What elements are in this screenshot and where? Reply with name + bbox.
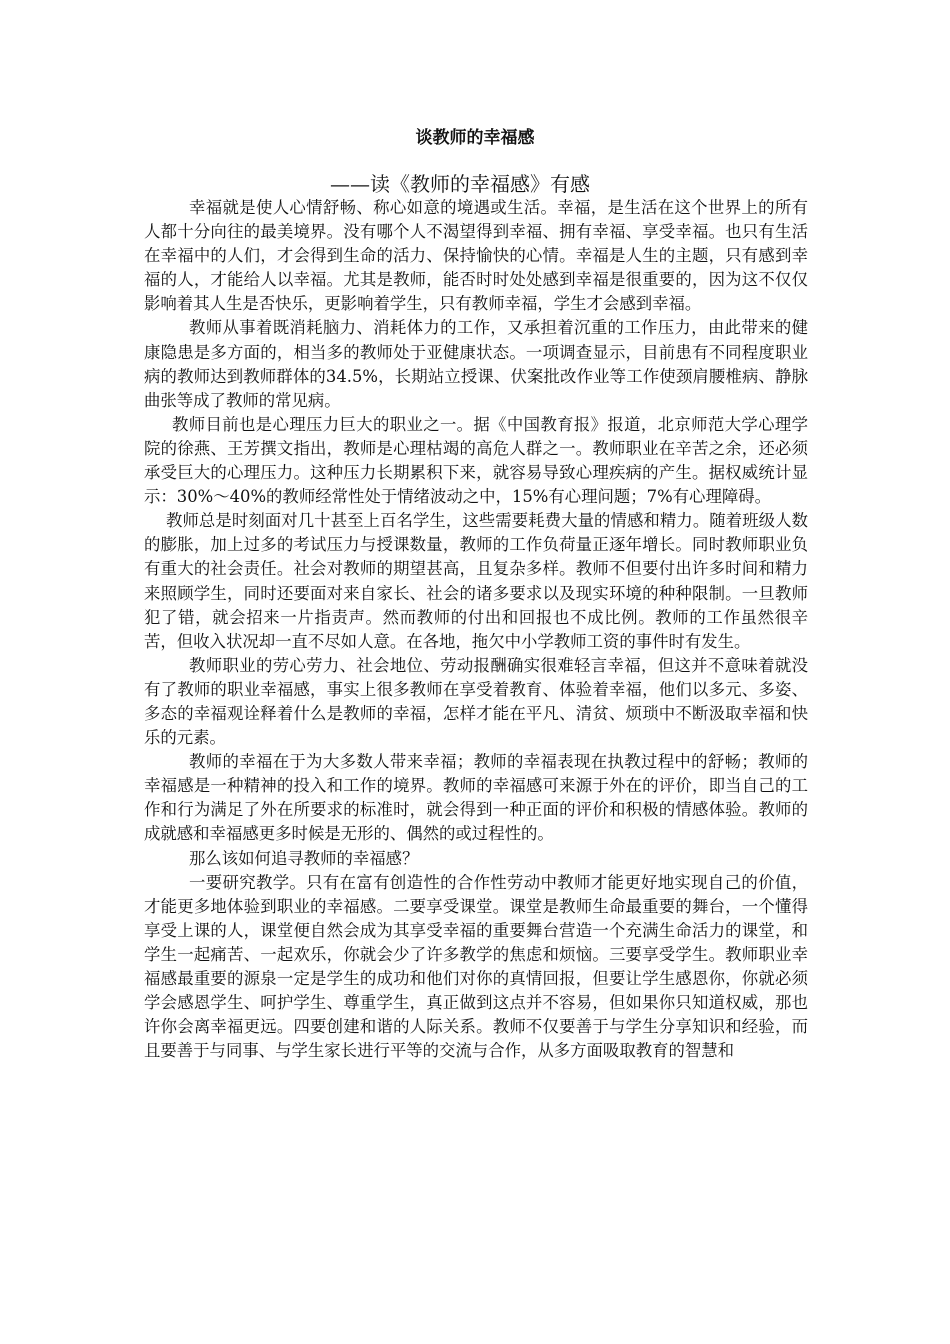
- paragraph-6: 教师的幸福在于为大多数人带来幸福；教师的幸福表现在执教过程中的舒畅；教师的幸福感是一种精神的投入和工作的境界。教师的幸福感可来源于外在的评价，即当自己的工作和行为满足了外在所要求的标准时，就会得到一种正面的评价和积极的情感体验。教师的成就感和幸福感更多时候是无形的、偶然的或过程性的。: [144, 752, 808, 844]
- paragraph-4: 教师总是时刻面对几十甚至上百名学生，这些需要耗费大量的情感和精力。随着班级人数的膨胀，加上过多的考试压力与授课数量，教师的工作负荷量正逐年增长。同时教师职业负有重大的社会责任。社会对教师的期望甚高，且复杂多样。教师不但要付出许多时间和精力来照顾学生，同时还要面对来自家长、社会的诸多要求以及现实环境的种种限制。一旦教师犯了错，就会招来一片指责声。然而教师的付出和回报也不成比例。教师的工作虽然很辛苦，但收入状况却一直不尽如人意。在各地，拖欠中小学教师工资的事件时有发生。: [144, 511, 808, 651]
- paragraph-3: 教师目前也是心理压力巨大的职业之一。据《中国教育报》报道，北京师范大学心理学院的徐燕、王芳撰文指出，教师是心理枯竭的高危人群之一。教师职业在辛苦之余，还必须承受巨大的心理压力。这种压力长期累积下来，就容易导致心理疾病的产生。据权威统计显示：30%～40%的教师经常性处于情绪波动之中，15%有心理问题；7%有心理障碍。: [144, 414, 808, 507]
- paragraph-5: 教师职业的劳心劳力、社会地位、劳动报酬确实很难轻言幸福，但这并不意味着就没有了教师的职业幸福感，事实上很多教师在享受着教育、体验着幸福，他们以多元、多姿、多态的幸福观诠释着什么是教师的幸福，怎样才能在平凡、清贫、烦琐中不断汲取幸福和快乐的元素。: [144, 655, 808, 748]
- paragraph-1: 幸福就是使人心情舒畅、称心如意的境遇或生活。幸福，是生活在这个世界上的所有人都十分向往的最美境界。没有哪个人不渴望得到幸福、拥有幸福、享受幸福。也只有生活在幸福中的人们，才会得到生命的活力、保持愉快的心情。幸福是人生的主题，只有感到幸福的人，才能给人以幸福。尤其是教师，能否时时处处感到幸福是很重要的，因为这不仅仅影响着其人生是否快乐，更影响着学生，只有教师幸福，学生才会感到幸福。: [144, 198, 808, 314]
- document-subtitle: ——读《教师的幸福感》有感: [330, 172, 590, 196]
- paragraph-7: 那么该如何追寻教师的幸福感？: [189, 848, 419, 868]
- document-title: 谈教师的幸福感: [415, 128, 535, 148]
- paragraph-8: 一要研究教学。只有在富有创造性的合作性劳动中教师才能更好地实现自己的价值，才能更多地体验到职业的幸福感。二要享受课堂。课堂是教师生命最重要的舞台，一个懂得享受上课的人，课堂便自然会成为其享受幸福的重要舞台营造一个充满生命活力的课堂，和学生一起痛苦、一起欢乐，你就会少了许多教学的焦虑和烦恼。三要享受学生。教师职业幸福感最重要的源泉一定是学生的成功和他们对你的真情回报，但要让学生感恩你，你就必须学会感恩学生、呵护学生、尊重学生，真正做到这点并不容易，但如果你只知道权威，那也许你会离幸福更远。四要创建和谐的人际关系。教师不仅要善于与学生分享知识和经验，而且要善于与同事、与学生家长进行平等的交流与合作，从多方面吸取教育的智慧和: [144, 872, 808, 1061]
- document-body: [144, 196, 808, 1063]
- paragraph-2: 教师从事着既消耗脑力、消耗体力的工作，又承担着沉重的工作压力，由此带来的健康隐患是多方面的，相当多的教师处于亚健康状态。一项调查显示，目前患有不同程度职业病的教师达到教师群体的34.5%，长期站立授课、伏案批改作业等工作使颈肩腰椎病、静脉曲张等成了教师的常见病。: [144, 318, 808, 410]
